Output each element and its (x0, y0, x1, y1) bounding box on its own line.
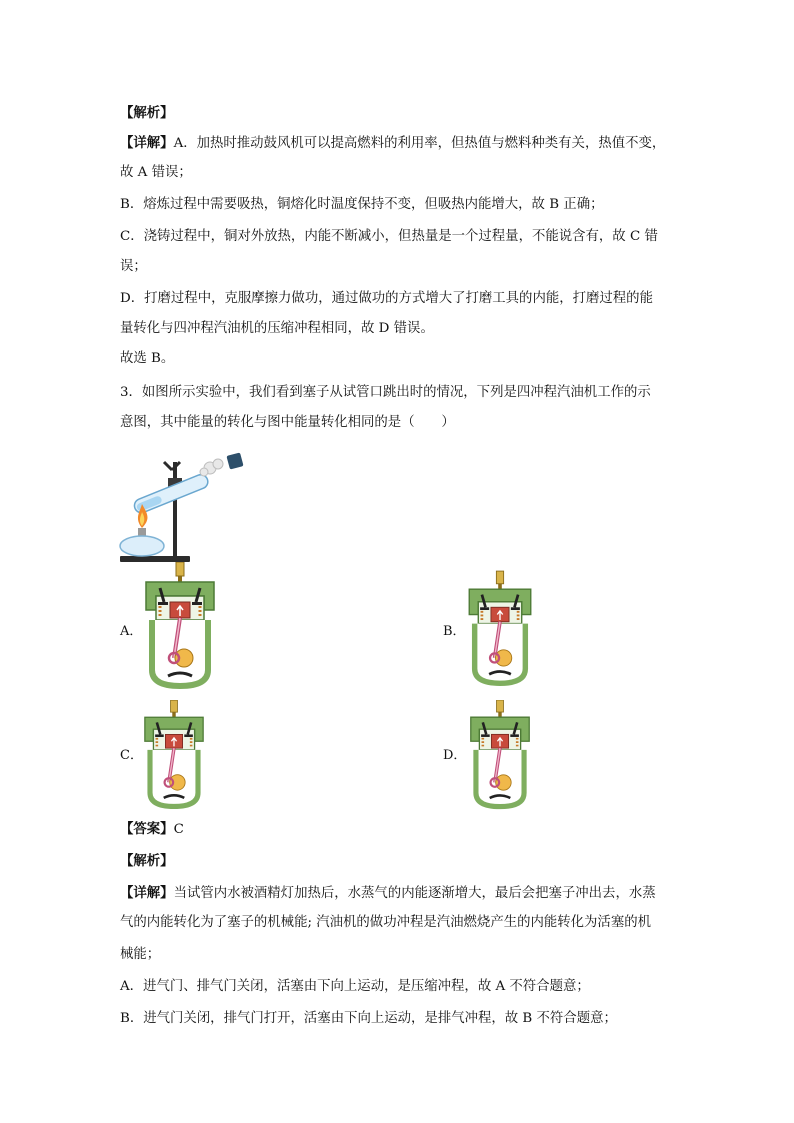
engine-diagram-d (462, 700, 538, 810)
detail-line-d1: D．打磨过程中，克服摩擦力做功，通过做功的方式增大了打磨工具的内能，打磨过程的能 (120, 291, 653, 306)
detail2-line1-text: 当试管内水被酒精灯加热后，水蒸气的内能逐渐增大，最后会把塞子冲出去，水蒸 (173, 886, 656, 901)
engine-diagram-a (138, 562, 222, 690)
detail-line-a2: 故 A 错误； (120, 165, 192, 180)
lamp-wick-holder (138, 528, 146, 536)
detail-line-b: B．熔炼过程中需要吸热，铜熔化时温度保持不变，但吸热内能增大，故 B 正确； (120, 197, 604, 212)
detail-line-c2: 误； (120, 259, 147, 274)
detail-line-d2: 量转化与四冲程汽油机的压缩冲程相同，故 D 错误。 (120, 321, 434, 336)
option-a-label: A． (120, 624, 143, 639)
answer-value: C (173, 822, 184, 837)
detail-tag-1: 【详解】 (120, 135, 174, 151)
detail2-line-a: A．进气门、排气门关闭，活塞由下向上运动，是压缩冲程，故 A 不符合题意； (120, 979, 590, 994)
detail-line-a1 (120, 134, 680, 153)
engine-diagram-b (462, 570, 538, 688)
detail2-line1 (120, 884, 680, 903)
stopper (226, 452, 243, 469)
answer-tag: 【答案】 (120, 821, 174, 837)
engine-diagram-c (138, 700, 210, 810)
analysis-heading-2: 【解析】 (120, 853, 174, 869)
steam-puff (200, 459, 223, 476)
stand-rod (173, 462, 177, 558)
analysis-heading-1: 【解析】 (120, 105, 174, 121)
detail-tag-2: 【详解】 (120, 885, 174, 901)
question-3-line1: 3．如图所示实验中，我们看到塞子从试管口跳出时的情况，下列是四冲程汽油机工作的示 (120, 385, 651, 400)
option-d-label: D． (443, 748, 467, 763)
detail-line-c1: C．浇铸过程中，铜对外放热，内能不断减小，但热量是一个过程量，不能说含有，故 C 错 (120, 229, 658, 244)
detail2-line-b: B．进气门关闭，排气门打开，活塞由下向上运动，是排气冲程，故 B 不符合题意； (120, 1011, 617, 1026)
option-b-label: B． (443, 624, 466, 639)
detail2-line2: 气的内能转化为了塞子的机械能; 汽油机的做功冲程是汽油燃烧产生的内能转化为活塞的机 (120, 915, 651, 930)
detail2-line3: 械能； (120, 947, 161, 962)
question-3-line2: 意图，其中能量的转化与图中能量转化相同的是（ ） (120, 415, 455, 430)
conclusion-line: 故选 B。 (120, 351, 175, 366)
alcohol-lamp (120, 536, 164, 556)
detail-a-text: A．加热时推动鼓风机可以提高燃料的利用率，但热值与燃料种类有关，热值不变， (173, 136, 666, 151)
option-c-label: C． (120, 748, 143, 763)
answer-line (120, 820, 680, 839)
test-tube-experiment-figure (118, 448, 248, 566)
